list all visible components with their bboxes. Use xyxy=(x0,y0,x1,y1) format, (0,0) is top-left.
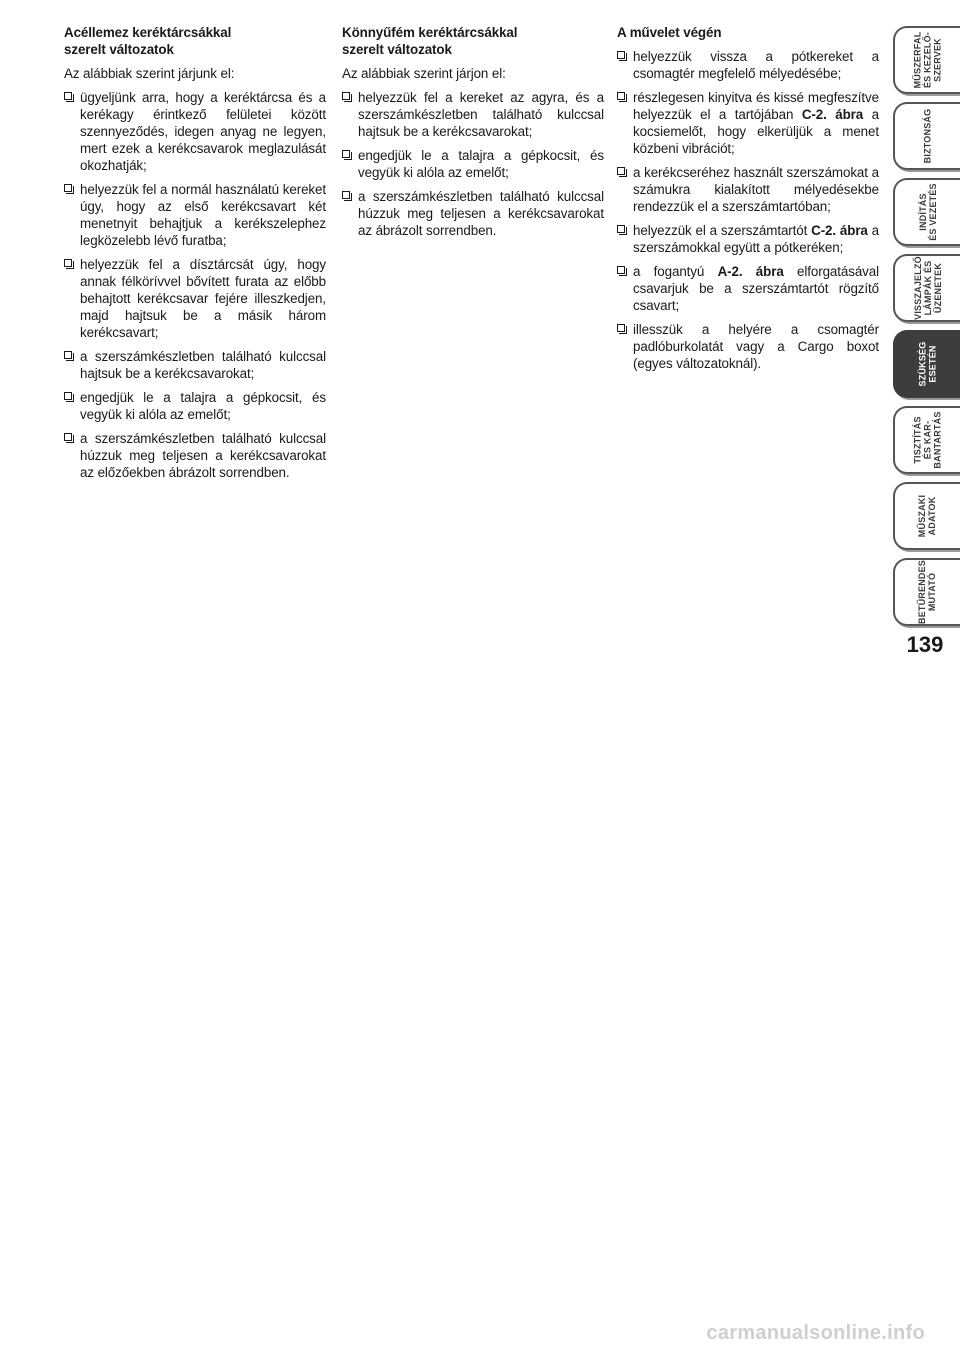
checkbox-bullet-icon xyxy=(64,92,72,100)
page-number: 139 xyxy=(906,632,944,657)
list-item: helyezzük fel a kereket az agyra, és a szerszámkészletben található kulccsal hajtsuk be a kerékcsavarokat; xyxy=(342,89,604,140)
list-item: ügyeljünk arra, hogy a keréktárcsa és a kerékagy érintkező felületei között szennyeződés, idegen anyag ne legyen, mert ezek a kerékcsavarok meglazulását okozhatják; xyxy=(64,89,326,174)
column-steel-wheels xyxy=(64,24,326,488)
list-item: helyezzük fel a normál használatú kereket úgy, hogy az első kerékcsavart két menetnyit behajtjuk a kerékszelephez legközelebb lévő furatba; xyxy=(64,181,326,249)
list-item: a szerszámkészletben található kulccsal húzzuk meg teljesen a kerékcsavarokat az előzőekben ábrázolt sorrendben. xyxy=(64,430,326,481)
intro-text: Az alábbiak szerint járjon el: xyxy=(342,66,506,81)
column-after-operation xyxy=(617,24,879,379)
section-title-alloy: Könnyűfém keréktárcsákkal szerelt változatok xyxy=(342,25,518,57)
checkbox-bullet-icon xyxy=(617,266,625,274)
checkbox-bullet-icon xyxy=(617,324,625,332)
list-item: a szerszámkészletben található kulccsal hajtsuk be a kerékcsavarokat; xyxy=(64,348,326,382)
list-item: helyezzük el a szerszámtartót C-2. ábra a szerszámokkal együtt a pótkeréken; xyxy=(617,222,879,256)
tab-safety[interactable]: BIZTONSÁG xyxy=(893,102,960,170)
column-alloy-wheels xyxy=(342,24,604,246)
checkbox-bullet-icon xyxy=(64,351,72,359)
figure-reference: C-2. ábra xyxy=(811,223,868,238)
list-item: engedjük le a talajra a gépkocsit, és vegyük ki alóla az emelőt; xyxy=(342,147,604,181)
checkbox-bullet-icon xyxy=(617,167,625,175)
checkbox-bullet-icon xyxy=(617,225,625,233)
section-title-steel: Acéllemez keréktárcsákkal szerelt változatok xyxy=(64,25,232,57)
tab-warning-lights[interactable]: VISSZAJELZŐ LÁMPÁK ÉS ÜZENETEK xyxy=(893,254,960,322)
list-item: részlegesen kinyitva és kissé megfeszítve helyezzük el a tartójában C-2. ábra a kocsiemelőt, hogy elkerüljük a menet közbeni vibrációt; xyxy=(617,89,879,157)
checkbox-bullet-icon xyxy=(342,92,350,100)
checkbox-bullet-icon xyxy=(64,433,72,441)
checkbox-bullet-icon xyxy=(64,184,72,192)
list-item: helyezzük fel a dísztárcsát úgy, hogy annak félkörívvel bővített furata az előbb behajtott kerékcsavar fejére illeszkedjen, majd hajtsuk be a másik három kerékcsavart; xyxy=(64,256,326,341)
list-item: engedjük le a talajra a gépkocsit, és vegyük ki alóla az emelőt; xyxy=(64,389,326,423)
watermark: carmanualsonline.info xyxy=(706,1322,925,1344)
list-item: illesszük a helyére a csomagtér padlóburkolatát vagy a Cargo boxot (egyes változatoknál). xyxy=(617,321,879,372)
intro-text: Az alábbiak szerint járjunk el: xyxy=(64,66,235,81)
figure-reference: C-2. ábra xyxy=(801,107,864,122)
steps-list xyxy=(64,89,326,481)
tab-dashboard-controls[interactable]: MŰSZERFAL ÉS KEZELŐ- SZERVEK xyxy=(893,26,960,94)
checkbox-bullet-icon xyxy=(342,150,350,158)
checkbox-bullet-icon xyxy=(617,92,625,100)
steps-list xyxy=(617,48,879,372)
checkbox-bullet-icon xyxy=(64,392,72,400)
steps-list xyxy=(342,89,604,239)
tab-emergency[interactable]: SZÜKSÉG ESETÉN xyxy=(893,330,960,398)
checkbox-bullet-icon xyxy=(64,259,72,267)
list-item: a szerszámkészletben található kulccsal húzzuk meg teljesen a kerékcsavarokat az ábrázolt sorrendben. xyxy=(342,188,604,239)
tab-technical-data[interactable]: MŰSZAKI ADATOK xyxy=(893,482,960,550)
list-item: helyezzük vissza a pótkereket a csomagtér megfelelő mélyedésébe; xyxy=(617,48,879,82)
list-item: a kerékcseréhez használt szerszámokat a számukra kialakított mélyedésekbe rendezzük el a szerszámtartóban; xyxy=(617,164,879,215)
tab-starting-driving[interactable]: INDÍTÁS ÉS VEZETÉS xyxy=(893,178,960,246)
list-item: a fogantyú A-2. ábra elforgatásával csavarjuk be a szerszámtartót rögzítő csavart; xyxy=(617,263,879,314)
section-title-end: A művelet végén xyxy=(617,25,722,40)
checkbox-bullet-icon xyxy=(617,51,625,59)
checkbox-bullet-icon xyxy=(342,191,350,199)
tab-index[interactable]: BETŰRENDES MUTATÓ xyxy=(893,558,960,626)
chapter-tabs xyxy=(893,26,960,634)
tab-cleaning-maintenance[interactable]: TISZTÍTÁS ÉS KAR- BANTARTÁS xyxy=(893,406,960,474)
figure-reference: A-2. ábra xyxy=(717,264,784,279)
